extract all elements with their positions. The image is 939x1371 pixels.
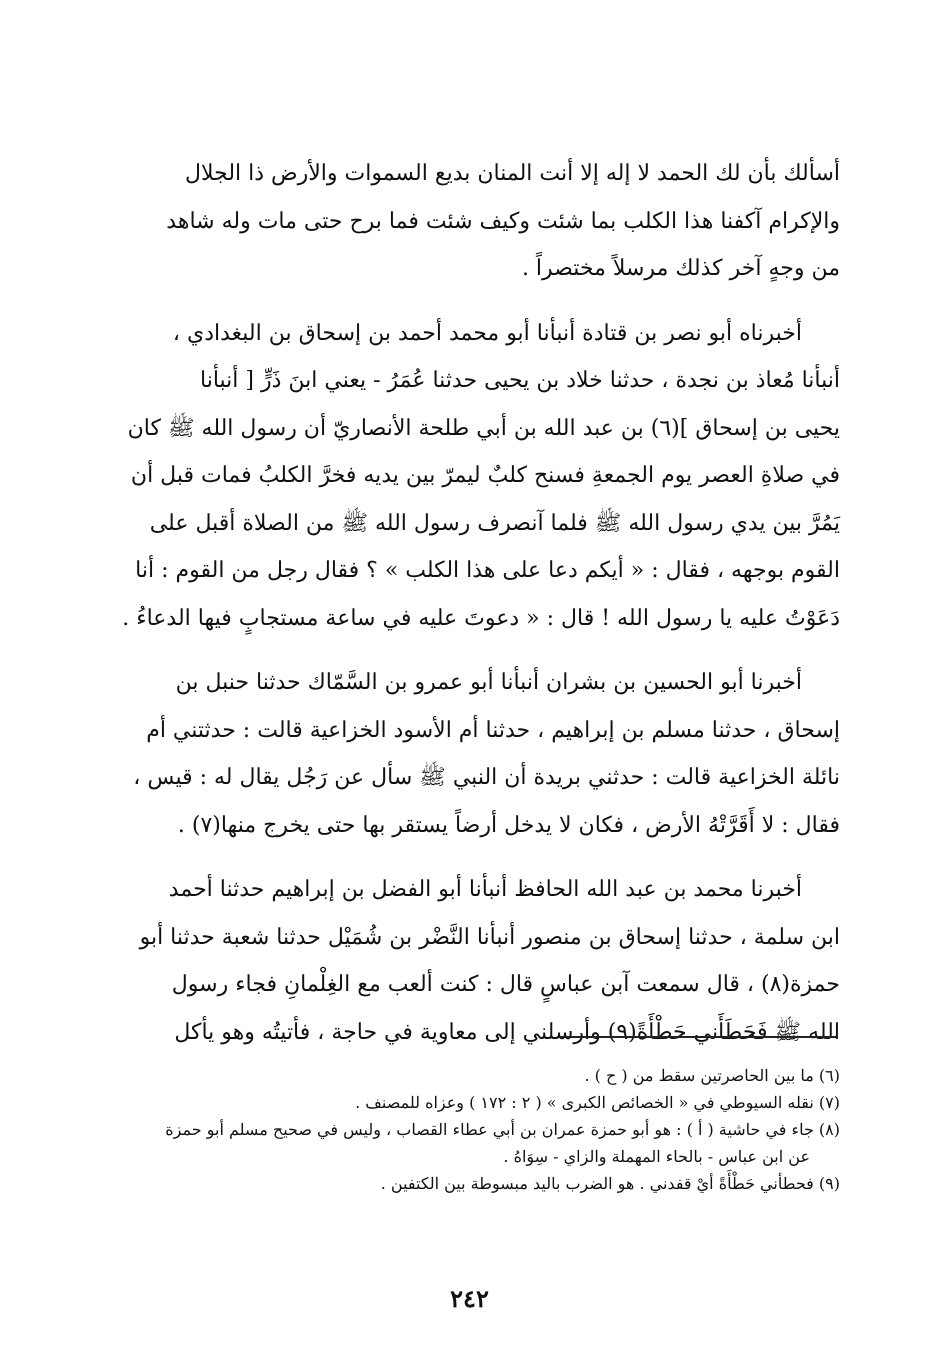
footnote-line: (٧) نقله السيوطي في « الخصائص الكبرى » ( ٢ : ١٧٢ ) وعزاه للمصنف . — [355, 1093, 840, 1112]
footnote-separator — [560, 1036, 838, 1038]
footnote-line: عن ابن عباس - بالحاء المهملة والزاي - سِوَاهُ . — [503, 1147, 810, 1166]
text-line: من وجهٍ آخر كذلك مرسلاً مختصراً . — [521, 256, 840, 281]
footnote-line: (٩) فحطأني حَطْأَةً أيْ قفدني . هو الضرب باليد مبسوطة بين الكتفين . — [380, 1174, 840, 1193]
text-line: يحيى بن إسحاق ](٦) بن عبد الله بن أبي طلحة الأنصاريّ أن رسول الله ﷺ كان — [127, 415, 840, 441]
text-line: فقال : لا أَقَرَّتْهُ الأرض ، فكان لا يدخل أرضاً يستقر بها حتى يخرج منها(٧) . — [177, 812, 840, 838]
footnote-line: (٨) جاء في حاشية ( أ ) : هو أبو حمزة عمران بن أبي عطاء القصاب ، وليس في صحيح مسلم أبو حمزة — [165, 1120, 840, 1139]
footnote-line: (٦) ما بين الحاصرتين سقط من ( ح ) . — [584, 1066, 840, 1085]
paragraph — [100, 150, 840, 293]
text-line: الله ﷺ فَحَطَأَني حَطْأَةً(٩) وأرسلني إلى معاوية في حاجة ، فأتيتُه وهو يأكل — [174, 1019, 840, 1045]
text-line: أسألك بأن لك الحمد لا إله إلا أنت المنان بديع السموات والأرض ذا الجلال — [185, 161, 840, 186]
text-line: يَمُرَّ بين يدي رسول الله ﷺ فلما آنصرف رسول الله ﷺ من الصلاة أقبل على — [149, 510, 840, 536]
footnote — [100, 1170, 840, 1197]
main-text — [100, 150, 840, 1056]
text-line: أخبرنا محمد بن عبد الله الحافظ أنبأنا أبو الفضل بن إبراهيم حدثنا أحمد — [168, 877, 802, 902]
text-line: والإكرام آكفنا هذا الكلب بما شئت وكيف شئت فما برح حتى مات وله شاهد — [166, 208, 840, 234]
page-number: ٢٤٢ — [450, 1284, 489, 1313]
footnote — [100, 1062, 840, 1089]
text-line: القوم بوجهه ، فقال : « أيكم دعا على هذا الكلب » ؟ فقال رجل من القوم : أنا — [135, 558, 840, 583]
text-line: أنبأنا مُعاذ بن نجدة ، حدثنا خلاد بن يحيى حدثنا عُمَرُ - يعني ابنَ ذَرٍّ [ أنبأنا — [200, 368, 840, 393]
text-line: دَعَوْتُ عليه يا رسول الله ! قال : « دعوتَ عليه في ساعة مستجابٍ فيها الدعاءُ . — [122, 605, 840, 631]
text-line: أخبرنا أبو الحسين بن بشران أنبأنا أبو عمرو بن السَّمّاك حدثنا حنبل بن — [175, 670, 802, 695]
footnote — [100, 1116, 840, 1170]
text-line: في صلاةِ العصر يوم الجمعةِ فسنح كلبٌ ليمرّ بين يديه فخرَّ الكلبُ فمات قبل أن — [130, 463, 840, 488]
text-line: أخبرناه أبو نصر بن قتادة أنبأنا أبو محمد أحمد بن إسحاق بن البغدادي ، — [172, 320, 802, 346]
text-line: نائلة الخزاعية قالت : حدثني بريدة أن النبي ﷺ سأل عن رَجُل يقال له : قيس ، — [133, 765, 840, 790]
text-line: ابن سلمة ، حدثنا إسحاق بن منصور أنبأنا النَّضْر بن شُمَيْل حدثنا شعبة حدثنا أبو — [139, 924, 840, 950]
footnotes — [100, 1062, 840, 1197]
paragraph — [100, 310, 840, 643]
paragraph — [100, 659, 840, 849]
footnote — [100, 1089, 840, 1116]
text-line: حمزة(٨) ، قال سمعت آبن عباسٍ قال : كنت ألعب مع الغِلْمانِ فجاء رسول — [171, 972, 840, 997]
paragraph — [100, 866, 840, 1056]
text-line: إسحاق ، حدثنا مسلم بن إبراهيم ، حدثنا أم الأسود الخزاعية قالت : حدثتني أم — [146, 717, 840, 743]
